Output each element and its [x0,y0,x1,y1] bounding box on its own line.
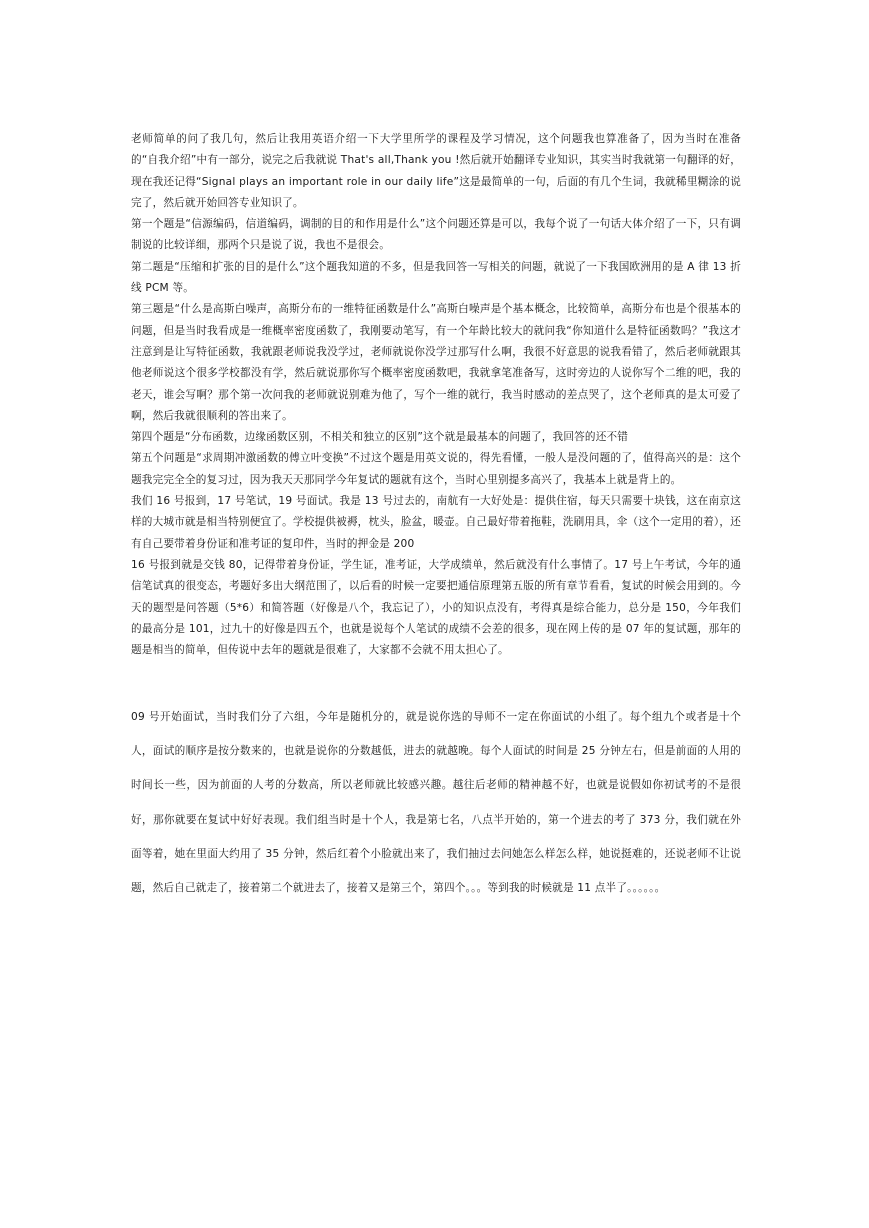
paragraph-question-1: 第一个题是“信源编码，信道编码，调制的目的和作用是什么”这个问题还算是可以，我每个说了一句话大体介绍了一下，只有调制说的比较详细，那两个只是说了说，我也不是很会。 [131,218,741,252]
interview-notes-section [131,129,741,661]
paragraph-interview-process: 09 号开始面试，当时我们分了六组，今年是随机分的，就是说你选的导师不一定在你面试的小组了。每个组九个或者是十个人，面试的顺序是按分数来的，也就是说你的分数越低，进去的就越晚。每个人面试的时间是 25 分钟左右，但是前面的人用的时间长一些，因为前面的人考的分数高，所以老师就比较感兴趣。越往后老师的精神越不好，也就是说假如你初试考的不是很好，那你就要在复试中好好表现。我们组当时是十个人，我是第七名，八点半开始的，第一个进去的考了 373 分，我们就在外面等着，她在里面大约用了 35 分钟，然后红着个小脸就出来了，我们抽过去问她怎么样怎么样，她说挺难的，还说老师不让说题，然后自己就走了，接着第二个就进去了，接着又是第三个，第四个。。。等到我的时候就是 11 点半了。。。。。。 [131,711,741,895]
paragraph-question-2: 第二题是“压缩和扩张的目的是什么”这个题我知道的不多，但是我回答一写相关的问题，就说了一下我国欧洲用的是 A 律 13 折线 PCM 等。 [131,260,741,295]
paragraph-question-4: 第四个题是“分布函数，边缘函数区别，不相关和独立的区别”这个就是最基本的问题了，我回答的还不错 [131,431,629,444]
paragraph-written-exam: 16 号报到就是交钱 80，记得带着身份证，学生证，准考证，大学成绩单，然后就没有什么事情了。17 号上午考试，今年的通信笔试真的很变态，考题好多出大纲范围了，以后看的时候一定要把通信原理第五版的所有章节看看，复试的时候会用到的。今天的题型是问答题（5*6）和简答题（好像是八个，我忘记了），小的知识点没有，考得真是综合能力，总分是 150，今年我们的最高分是 101，过九十的好像是四五个，也就是说每个人笔试的成绩不会差的很多，现在网上传的是 07 年的复试题，那年的题是相当的简单，但传说中去年的题就是很难了，大家都不会就不用太担心了。 [131,558,741,657]
interview-process-section [131,700,741,905]
paragraph-question-3: 第三题是“什么是高斯白噪声，高斯分布的一维特征函数是什么”高斯白噪声是个基本概念，比较简单，高斯分布也是个很基本的问题，但是当时我看成是一维概率密度函数了，我刚要动笔写，有一个年龄比较大的就问我“你知道什么是特征函数吗？”我这才注意到是让写特征函数，我就跟老师说我没学过，老师就说你没学过那写什么啊，我很不好意思的说我看错了，然后老师就跟其他老师说这个很多学校都没有学，然后就说那你写个概率密度函数吧，我就拿笔准备写，这时旁边的人说你写个二维的吧，我的老天，谁会写啊？那个第一次问我的老师就说别难为他了，写个一维的就行，我当时感动的差点哭了，这个老师真的是太可爱了啊，然后我就很顺利的答出来了。 [131,303,741,422]
paragraph-schedule: 我们 16 号报到，17 号笔试，19 号面试。我是 13 号过去的，南航有一大好处是：提供住宿，每天只需要十块钱，这在南京这样的大城市就是相当特别便宜了。学校提供被褥，枕头，脸盆，暖壶。自己最好带着拖鞋，洗刷用具，伞（这个一定用的着），还有自己要带着身份证和准考证的复印件，当时的押金是 200 [131,495,741,550]
paragraph-question-5: 第五个问题是“求周期冲激函数的傅立叶变换”不过这个题是用英文说的，得先看懂，一般人是没问题的了，值得高兴的是：这个题我完完全全的复习过，因为我天天那同学今年复试的题就有这个，当时心里别提多高兴了，我基本上就是背上的。 [131,452,741,486]
paragraph-intro: 老师简单的问了我几句，然后让我用英语介绍一下大学里所学的课程及学习情况，这个问题我也算准备了，因为当时在准备的“自我介绍”中有一部分，说完之后我就说 That's all,Thank you !然后就开始翻译专业知识，其实当时我就第一句翻译的好，现在我还记得“Signal plays an important role in our daily life”这是最简单的一句，后面的有几个生词，我就稀里糊涂的说完了，然后就开始回答专业知识了。 [131,133,741,209]
